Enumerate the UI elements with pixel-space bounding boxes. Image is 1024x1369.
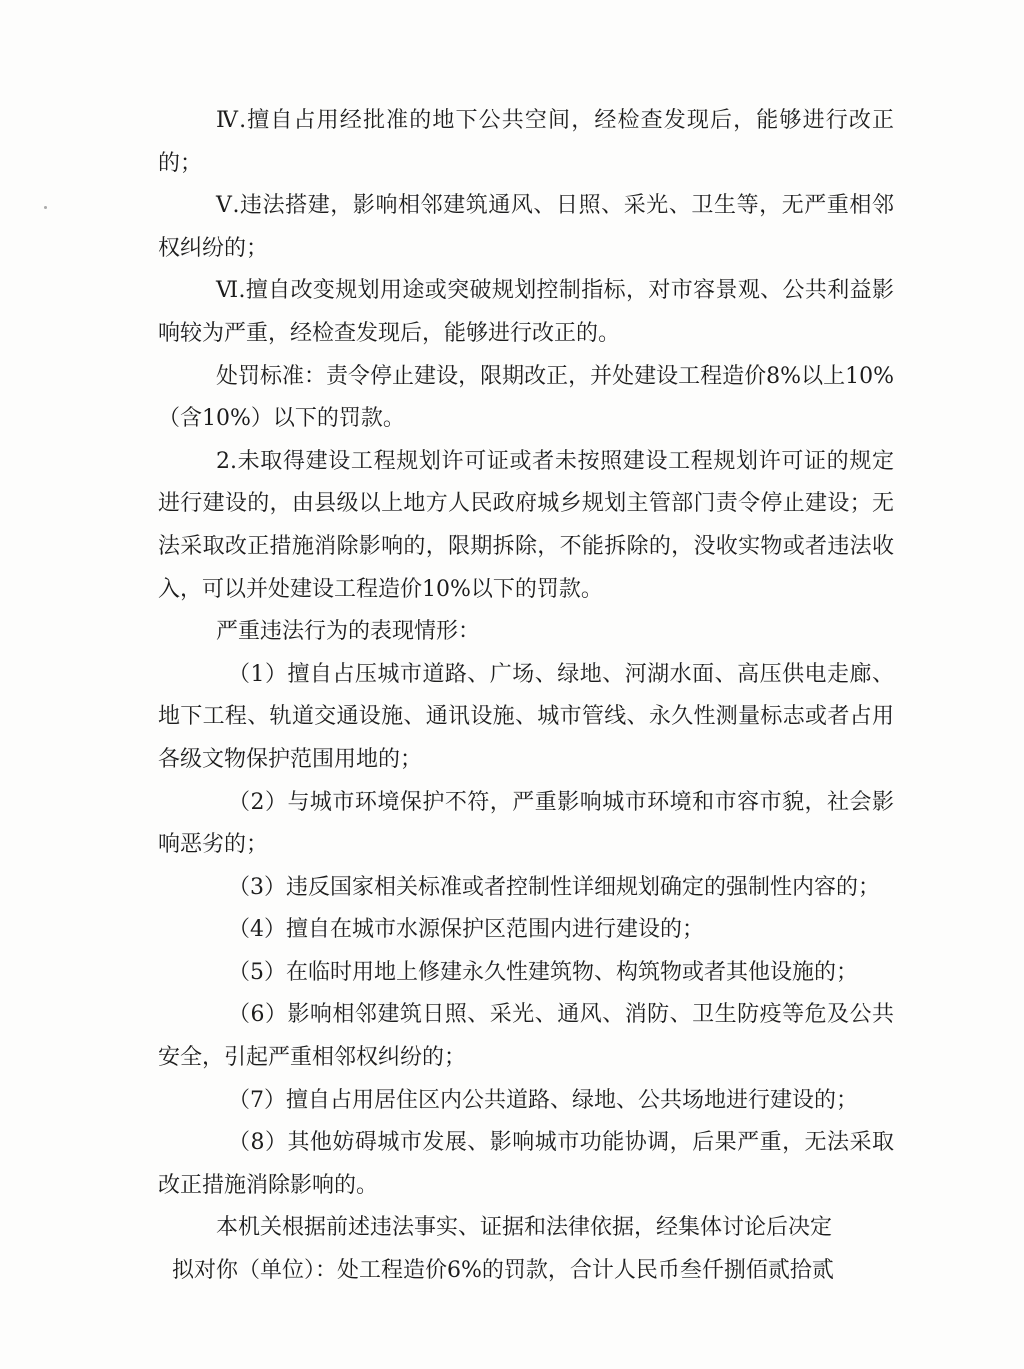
paragraph-clause-2: 2.未取得建设工程规划许可证或者未按照建设工程规划许可证的规定进行建设的，由县级以上地方人民政府城乡规划主管部门责令停止建设；无法采取改正措施消除影响的，限期拆除，不能拆除的，没收实物或者违法收入，可以并处建设工程造价10%以下的罚款。	[158, 448, 894, 602]
paragraph-violation-5: （5）在临时用地上修建永久性建筑物、构筑物或者其他设施的；	[228, 959, 858, 985]
paragraph-item-vi: Ⅵ.擅自改变规划用途或突破规划控制指标，对市容景观、公共利益影响较为严重，经检查发现后，能够进行改正的。	[158, 278, 894, 346]
paragraph-violation-3: （3）违反国家相关标准或者控制性详细规划确定的强制性内容的；	[228, 874, 880, 900]
paragraph-violation-1: （1）擅自占压城市道路、广场、绿地、河湖水面、高压供电走廊、地下工程、轨道交通设施、通讯设施、城市管线、永久性测量标志或者占用各级文物保护范围用地的；	[158, 661, 894, 772]
paragraph-violation-4: （4）擅自在城市水源保护区范围内进行建设的；	[228, 917, 704, 943]
paragraph-item-iv: Ⅳ.擅自占用经批准的地下公共空间，经检查发现后，能够进行改正的；	[158, 108, 894, 176]
scan-speck	[44, 206, 47, 209]
paragraph-penalty-standard: 处罚标准：责令停止建设，限期改正，并处建设工程造价8%以上10%（含10%）以下的罚款。	[158, 363, 894, 432]
paragraph-violation-7: （7）擅自占用居住区内公共道路、绿地、公共场地进行建设的；	[228, 1087, 858, 1113]
paragraph-serious-violations-heading: 严重违法行为的表现情形：	[216, 619, 481, 645]
paragraph-violation-2: （2）与城市环境保护不符，严重影响城市环境和市容市貌，社会影响恶劣的；	[158, 789, 894, 858]
paragraph-fine-amount: 拟对你（单位）：处工程造价6%的罚款，合计人民币叁仟捌佰贰拾贰	[172, 1258, 834, 1284]
document-body	[158, 100, 894, 1293]
paragraph-item-v: Ⅴ.违法搭建，影响相邻建筑通风、日照、采光、卫生等，无严重相邻权纠纷的；	[158, 193, 894, 261]
paragraph-violation-6: （6）影响相邻建筑日照、采光、通风、消防、卫生防疫等危及公共安全，引起严重相邻权纠纷的；	[158, 1002, 894, 1071]
paragraph-violation-8: （8）其他妨碍城市发展、影响城市功能协调，后果严重，无法采取改正措施消除影响的。	[158, 1130, 894, 1198]
paragraph-decision: 本机关根据前述违法事实、证据和法律依据，经集体讨论后决定	[216, 1215, 833, 1241]
